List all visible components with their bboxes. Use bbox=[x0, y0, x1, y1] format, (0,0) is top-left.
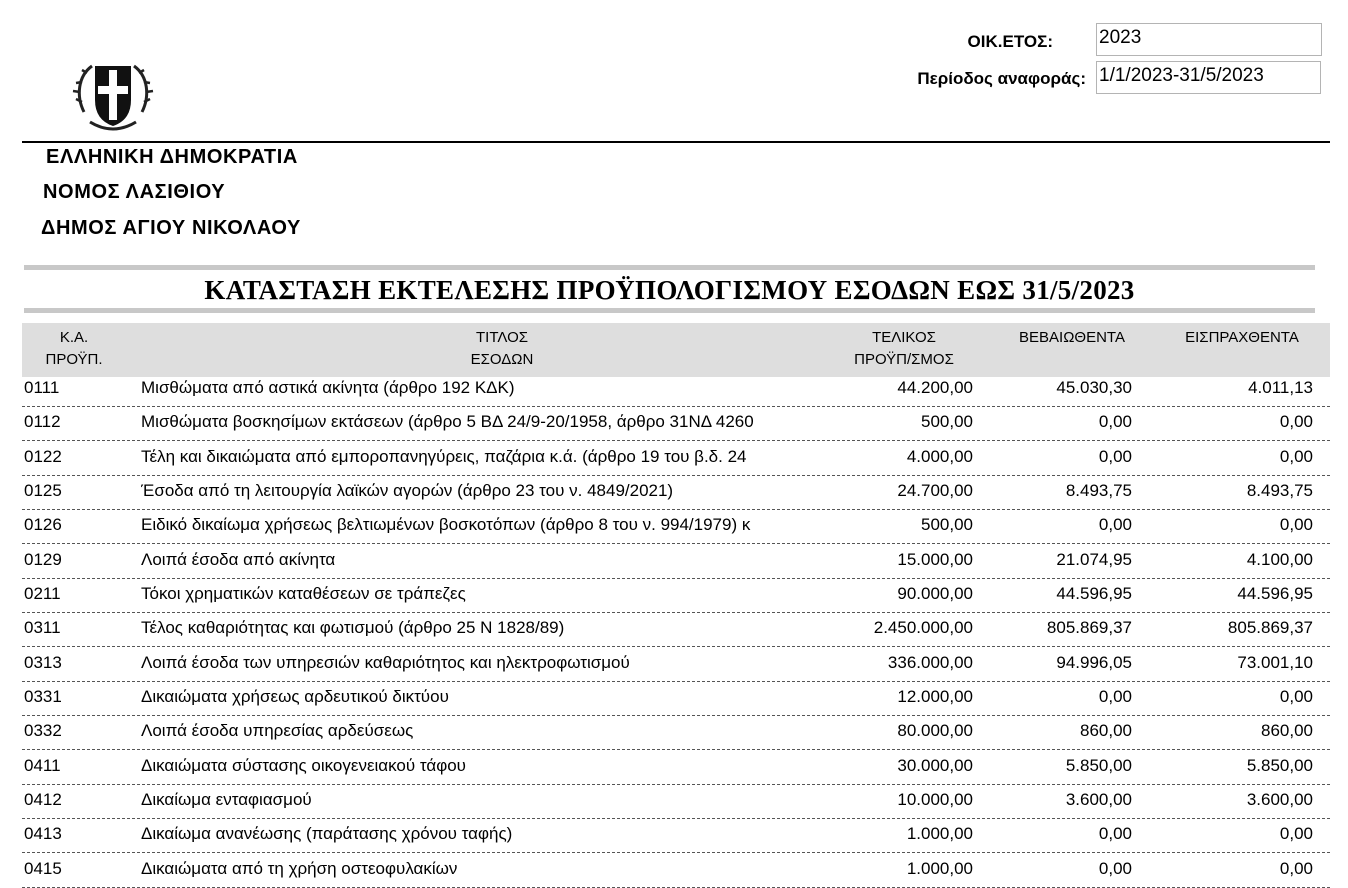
table-row bbox=[22, 442, 1330, 476]
row-code: 0331 bbox=[24, 687, 62, 706]
row-budget: 1.000,00 bbox=[906, 859, 973, 878]
table-row bbox=[22, 510, 1330, 544]
row-collected: 860,00 bbox=[1261, 721, 1313, 740]
row-collected: 4.100,00 bbox=[1246, 550, 1313, 569]
org-line-republic: ΕΛΛΗΝΙΚΗ ΔΗΜΟΚΡΑΤΙΑ bbox=[46, 146, 298, 168]
row-budget: 10.000,00 bbox=[897, 790, 973, 809]
row-collected: 805.869,37 bbox=[1227, 618, 1313, 637]
row-certified: 8.493,75 bbox=[1065, 481, 1132, 500]
row-certified: 860,00 bbox=[1080, 721, 1132, 740]
row-budget: 336.000,00 bbox=[887, 653, 973, 672]
table-row bbox=[22, 407, 1330, 441]
row-certified: 44.596,95 bbox=[1056, 584, 1132, 603]
row-title: Δικαιώματα σύστασης οικογενειακού τάφου bbox=[141, 756, 466, 775]
table-row bbox=[22, 716, 1330, 750]
title-bar-top bbox=[24, 265, 1315, 270]
row-code: 0412 bbox=[24, 790, 62, 809]
table-row bbox=[22, 545, 1330, 579]
row-budget: 44.200,00 bbox=[897, 378, 973, 397]
row-title: Τόκοι χρηματικών καταθέσεων σε τράπεζες bbox=[141, 584, 466, 603]
row-certified: 21.074,95 bbox=[1056, 550, 1132, 569]
table-row bbox=[22, 476, 1330, 510]
row-collected: 0,00 bbox=[1279, 687, 1313, 706]
row-code: 0112 bbox=[24, 412, 61, 431]
row-collected: 4.011,13 bbox=[1248, 378, 1313, 397]
row-budget: 12.000,00 bbox=[897, 687, 973, 706]
top-divider bbox=[22, 141, 1330, 143]
coat-of-arms-emblem bbox=[70, 52, 156, 138]
row-certified: 0,00 bbox=[1098, 412, 1132, 431]
table-row bbox=[22, 648, 1330, 682]
row-budget: 24.700,00 bbox=[897, 481, 973, 500]
row-title: Δικαίωμα ανανέωσης (παράτασης χρόνου ταφής) bbox=[141, 824, 513, 843]
row-code: 0122 bbox=[24, 447, 62, 466]
row-budget: 15.000,00 bbox=[897, 550, 973, 569]
row-collected: 0,00 bbox=[1279, 824, 1313, 843]
row-code: 0411 bbox=[24, 756, 61, 775]
row-code: 0413 bbox=[24, 824, 62, 843]
table-row bbox=[22, 819, 1330, 853]
row-collected: 5.850,00 bbox=[1246, 756, 1313, 775]
row-code: 0311 bbox=[24, 618, 61, 637]
row-title: Λοιπά έσοδα από ακίνητα bbox=[141, 550, 336, 569]
reporting-period-label: Περίοδος αναφοράς: bbox=[917, 69, 1086, 88]
table-row bbox=[22, 613, 1330, 647]
row-collected: 73.001,10 bbox=[1237, 653, 1313, 672]
row-code: 0125 bbox=[24, 481, 62, 500]
row-certified: 94.996,05 bbox=[1056, 653, 1132, 672]
table-row bbox=[22, 579, 1330, 613]
row-budget: 500,00 bbox=[921, 515, 973, 534]
col-budget-header: ΤΕΛΙΚΟΣ ΠΡΟΫΠ/ΣΜΟΣ bbox=[854, 329, 954, 368]
fiscal-year-field[interactable]: 2023 bbox=[1096, 23, 1322, 56]
row-budget: 80.000,00 bbox=[897, 721, 973, 740]
row-title: Έσοδα από τη λειτουργία λαϊκών αγορών (άρθρο 23 του ν. 4849/2021) bbox=[141, 481, 674, 500]
row-collected: 8.493,75 bbox=[1246, 481, 1313, 500]
row-title: Δικαιώματα χρήσεως αρδευτικού δικτύου bbox=[141, 687, 449, 706]
row-code: 0415 bbox=[24, 859, 62, 878]
row-code: 0129 bbox=[24, 550, 62, 569]
row-title: Τέλος καθαριότητας και φωτισμού (άρθρο 25 Ν 1828/89) bbox=[141, 618, 565, 637]
row-title: Ειδικό δικαίωμα χρήσεως βελτιωμένων βοσκοτόπων (άρθρο 8 του ν. 994/1979) κ bbox=[141, 515, 751, 534]
row-budget: 30.000,00 bbox=[897, 756, 973, 775]
row-title: Λοιπά έσοδα υπηρεσίας αρδεύσεως bbox=[141, 721, 414, 740]
report-title: ΚΑΤΑΣΤΑΣΗ ΕΚΤΕΛΕΣΗΣ ΠΡΟΫΠΟΛΟΓΙΣΜΟΥ ΕΣΟΔΩΝ ΕΩΣ 31/5/2023 bbox=[204, 275, 1135, 305]
col-title-header: ΤΙΤΛΟΣ ΕΣΟΔΩΝ bbox=[470, 329, 534, 368]
row-title: Λοιπά έσοδα των υπηρεσιών καθαριότητος και ηλεκτροφωτισμού bbox=[141, 653, 630, 672]
col-code-header: Κ.Α. ΠΡΟΫΠ. bbox=[45, 329, 103, 368]
table-row bbox=[22, 373, 1330, 407]
row-certified: 0,00 bbox=[1098, 687, 1132, 706]
table-row bbox=[22, 785, 1330, 819]
row-title: Τέλη και δικαιώματα από εμποροπανηγύρεις, παζάρια κ.ά. (άρθρο 19 του β.δ. 24 bbox=[141, 447, 747, 466]
row-budget: 500,00 bbox=[921, 412, 973, 431]
row-budget: 2.450.000,00 bbox=[873, 618, 973, 637]
row-certified: 5.850,00 bbox=[1065, 756, 1132, 775]
row-certified: 0,00 bbox=[1098, 515, 1132, 534]
row-collected: 3.600,00 bbox=[1246, 790, 1313, 809]
row-code: 0111 bbox=[24, 378, 60, 397]
row-collected: 44.596,95 bbox=[1237, 584, 1313, 603]
col-certified-header: ΒΕΒΑΙΩΘΕΝΤΑ bbox=[1019, 329, 1125, 346]
row-certified: 45.030,30 bbox=[1056, 378, 1132, 397]
row-title: Δικαιώματα από τη χρήση οστεοφυλακίων bbox=[141, 859, 458, 878]
row-title: Μισθώματα από αστικά ακίνητα (άρθρο 192 ΚΔΚ) bbox=[141, 378, 515, 397]
fiscal-year-label: ΟΙΚ.ΕΤΟΣ: bbox=[967, 32, 1053, 51]
row-certified: 0,00 bbox=[1098, 859, 1132, 878]
row-collected: 0,00 bbox=[1279, 515, 1313, 534]
row-code: 0332 bbox=[24, 721, 62, 740]
row-collected: 0,00 bbox=[1279, 859, 1313, 878]
title-bar-bottom bbox=[24, 308, 1315, 313]
col-collected-header: ΕΙΣΠΡΑΧΘΕΝΤΑ bbox=[1185, 329, 1299, 346]
row-collected: 0,00 bbox=[1279, 447, 1313, 466]
row-title: Δικαίωμα ενταφιασμού bbox=[141, 790, 312, 809]
org-line-municipality: ΔΗΜΟΣ ΑΓΙΟΥ ΝΙΚΟΛΑΟΥ bbox=[41, 217, 301, 239]
row-budget: 4.000,00 bbox=[906, 447, 973, 466]
row-collected: 0,00 bbox=[1279, 412, 1313, 431]
row-certified: 3.600,00 bbox=[1065, 790, 1132, 809]
table-row bbox=[22, 682, 1330, 716]
row-certified: 0,00 bbox=[1098, 447, 1132, 466]
reporting-period-field[interactable]: 1/1/2023-31/5/2023 bbox=[1096, 61, 1321, 94]
table-row bbox=[22, 751, 1330, 785]
row-title: Μισθώματα βοσκησίμων εκτάσεων (άρθρο 5 ΒΔ 24/9-20/1958, άρθρο 31ΝΔ 4260 bbox=[141, 412, 754, 431]
row-code: 0211 bbox=[24, 584, 61, 603]
row-code: 0313 bbox=[24, 653, 62, 672]
org-line-prefecture: ΝΟΜΟΣ ΛΑΣΙΘΙΟΥ bbox=[43, 181, 226, 203]
row-certified: 0,00 bbox=[1098, 824, 1132, 843]
table-row bbox=[22, 854, 1330, 888]
row-code: 0126 bbox=[24, 515, 62, 534]
row-certified: 805.869,37 bbox=[1046, 618, 1132, 637]
table-header bbox=[22, 323, 1330, 377]
row-budget: 90.000,00 bbox=[897, 584, 973, 603]
row-budget: 1.000,00 bbox=[906, 824, 973, 843]
